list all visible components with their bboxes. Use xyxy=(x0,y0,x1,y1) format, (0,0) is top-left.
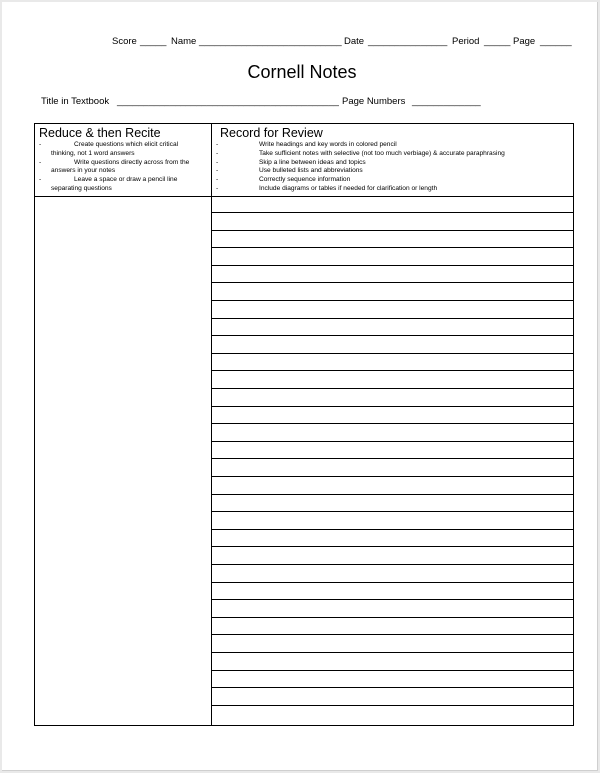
note-line xyxy=(212,476,573,477)
page-numbers-label: Page Numbers xyxy=(342,96,406,107)
cue-column-heading: Reduce & then Recite xyxy=(39,126,161,140)
page-numbers-field[interactable]: _____________ xyxy=(412,96,481,107)
note-line xyxy=(212,511,573,512)
name-label: Name xyxy=(171,36,197,47)
note-line xyxy=(212,564,573,565)
list-item: - Take sufficient notes with selective (not too much verbiage) & accurate paraphrasing xyxy=(216,149,505,157)
note-line xyxy=(212,687,573,688)
cornell-notes-table xyxy=(34,123,574,726)
note-line xyxy=(212,441,573,442)
note-line xyxy=(212,212,573,213)
list-item: - Skip a line between ideas and topics xyxy=(216,158,366,166)
note-line xyxy=(212,546,573,547)
note-line xyxy=(212,670,573,671)
note-line xyxy=(212,230,573,231)
cue-column-tips xyxy=(39,141,203,194)
notes-column-tips xyxy=(216,141,570,194)
date-field[interactable]: _______________ xyxy=(368,36,448,47)
note-line xyxy=(212,617,573,618)
period-label: Period xyxy=(452,36,480,47)
note-line xyxy=(212,582,573,583)
name-field[interactable]: ___________________________ xyxy=(199,36,342,47)
note-line xyxy=(212,282,573,283)
note-line xyxy=(212,318,573,319)
page-field[interactable]: ______ xyxy=(540,36,572,47)
score-field[interactable]: _____ xyxy=(140,36,167,47)
notes-column-heading: Record for Review xyxy=(220,126,323,140)
note-line xyxy=(212,406,573,407)
note-line xyxy=(212,353,573,354)
note-line xyxy=(212,370,573,371)
list-item: - Correctly sequence information xyxy=(216,176,351,184)
list-item: - Write questions directly across from the answers in your notes xyxy=(39,158,190,175)
textbook-title-field[interactable]: __________________________________________ xyxy=(117,96,339,107)
note-line xyxy=(212,300,573,301)
note-line xyxy=(212,423,573,424)
note-line xyxy=(212,529,573,530)
list-item: - Write headings and key words in colored pencil xyxy=(216,141,397,148)
list-item: - Leave a space or draw a pencil line separating questions xyxy=(39,176,178,192)
worksheet-page xyxy=(2,2,598,771)
list-item: - Use bulleted lists and abbreviations xyxy=(216,167,363,175)
note-line xyxy=(212,652,573,653)
note-lines-area[interactable] xyxy=(212,196,573,725)
list-item: - Create questions which elicit critical thinking, not 1 word answers xyxy=(39,141,179,157)
page-label: Page xyxy=(513,36,536,47)
note-line xyxy=(212,634,573,635)
note-line xyxy=(212,247,573,248)
score-label: Score xyxy=(112,36,137,47)
note-line xyxy=(212,599,573,600)
note-line xyxy=(212,705,573,706)
note-line xyxy=(212,458,573,459)
note-line xyxy=(212,265,573,266)
textbook-title-label: Title in Textbook xyxy=(41,96,110,107)
date-label: Date xyxy=(344,36,365,47)
note-line xyxy=(212,494,573,495)
note-line xyxy=(212,335,573,336)
note-line xyxy=(212,388,573,389)
page-title: Cornell Notes xyxy=(247,62,357,82)
list-item: - Include diagrams or tables if needed for clarification or length xyxy=(216,184,438,192)
period-field[interactable]: _____ xyxy=(484,36,511,47)
